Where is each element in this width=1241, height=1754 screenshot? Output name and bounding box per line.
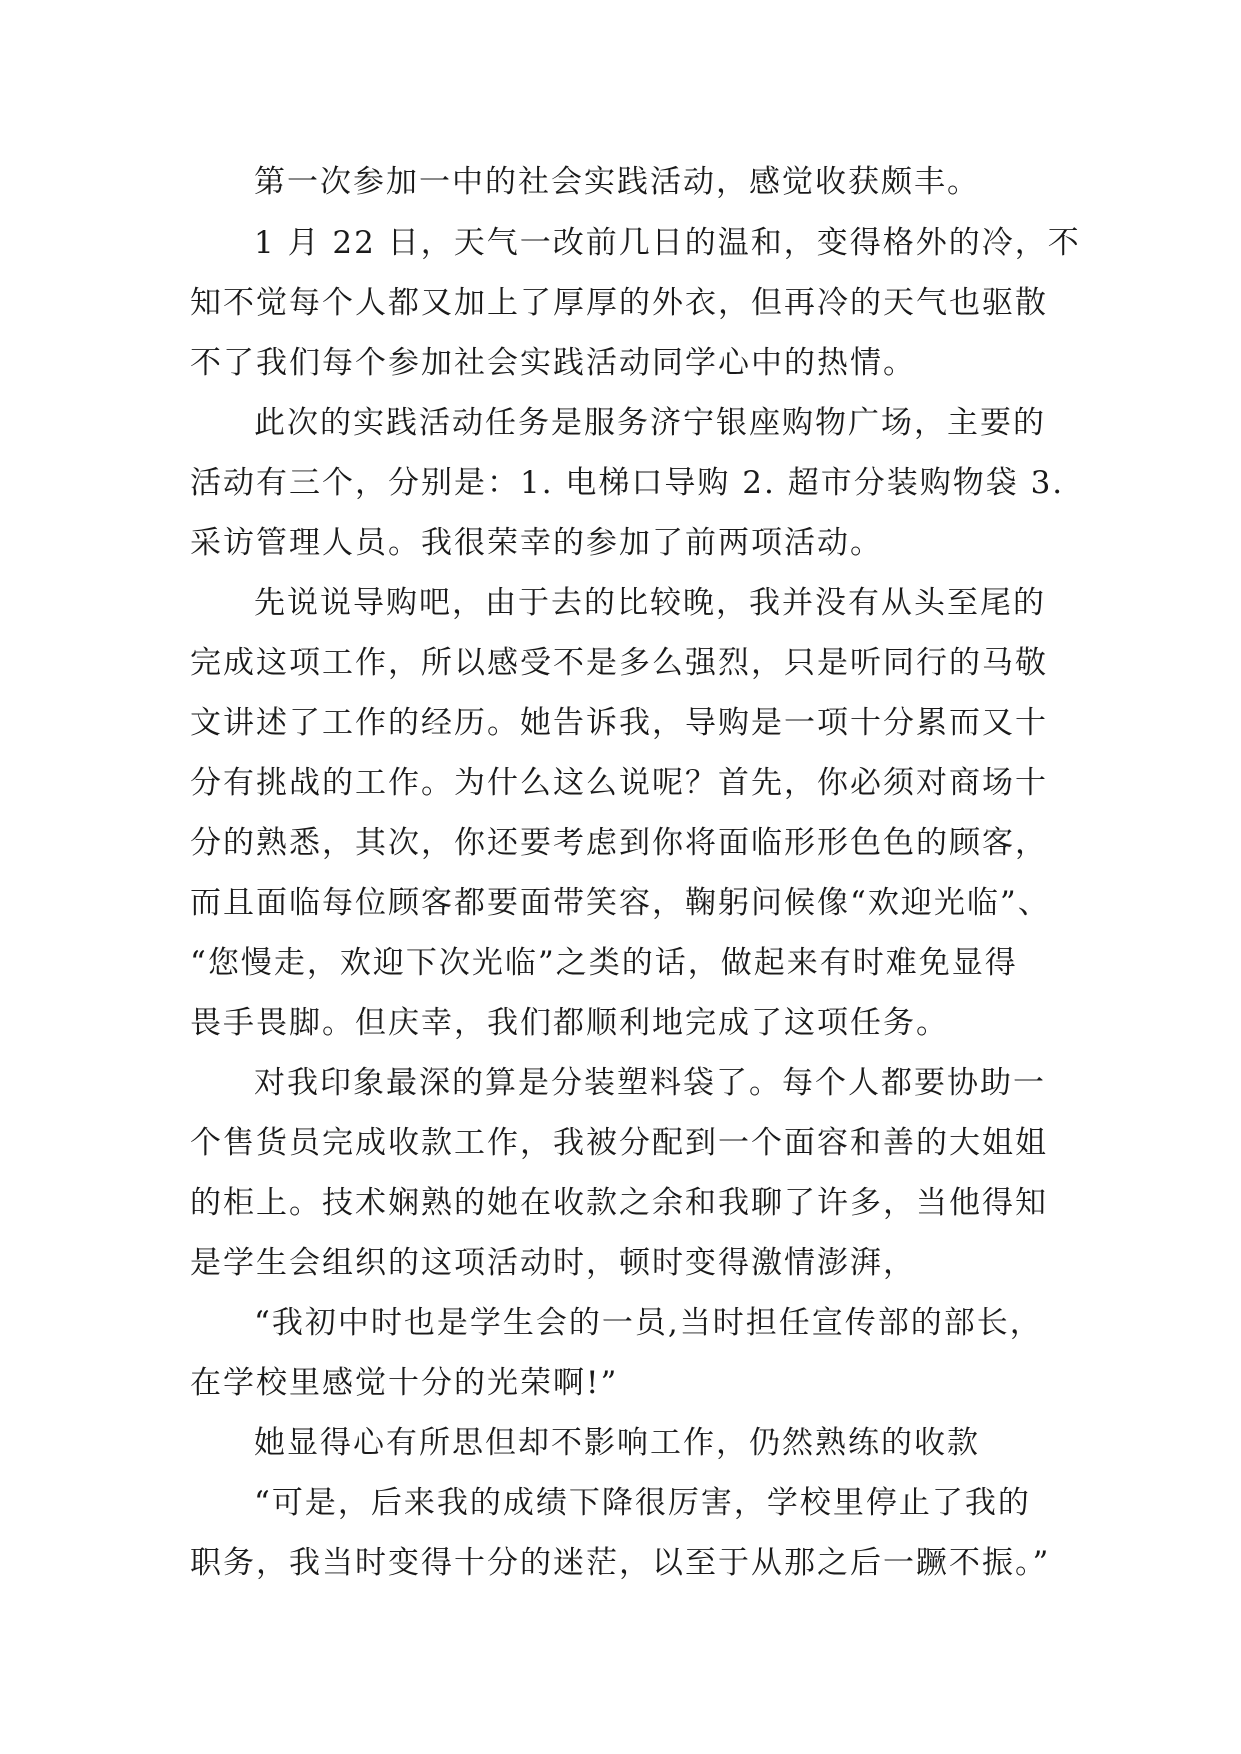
paragraph-line: 对我印象最深的算是分装塑料袋了。每个人都要协助一 <box>254 1065 1046 1101</box>
paragraph-line: “可是，后来我的成绩下降很厉害，学校里停止了我的 <box>254 1485 1031 1521</box>
paragraph-line: 不了我们每个参加社会实践活动同学心中的热情。 <box>190 345 916 381</box>
paragraph-line: 分的熟悉，其次，你还要考虑到你将面临形形色色的顾客， <box>190 825 1048 861</box>
paragraph-line: 的柜上。技术娴熟的她在收款之余和我聊了许多，当他得知 <box>190 1185 1048 1221</box>
paragraph-line: 文讲述了工作的经历。她告诉我，导购是一项十分累而又十 <box>190 705 1048 741</box>
paragraph-line: 先说说导购吧，由于去的比较晚，我并没有从头至尾的 <box>254 585 1046 621</box>
paragraph-line: 职务，我当时变得十分的迷茫，以至于从那之后一蹶不振。” <box>190 1545 1051 1581</box>
paragraph-line: 是学生会组织的这项活动时，顿时变得激情澎湃， <box>190 1245 916 1281</box>
paragraph-line: “我初中时也是学生会的一员,当时担任宣传部的部长， <box>254 1305 1043 1341</box>
paragraph-line: “您慢走，欢迎下次光临”之类的话，做起来有时难免显得 <box>190 945 1018 981</box>
paragraph-line: 知不觉每个人都又加上了厚厚的外衣，但再冷的天气也驱散 <box>190 285 1048 321</box>
paragraph-line: 她显得心有所思但却不影响工作，仍然熟练的收款 <box>254 1425 980 1461</box>
paragraph-line: 而且面临每位顾客都要面带笑容，鞠躬问候像“欢迎光临”、 <box>190 885 1051 921</box>
paragraph-line: 畏手畏脚。但庆幸，我们都顺利地完成了这项任务。 <box>190 1005 949 1041</box>
paragraph-line: 个售货员完成收款工作，我被分配到一个面容和善的大姐姐 <box>190 1125 1048 1161</box>
paragraph-line: 1 月 22 日，天气一改前几日的温和，变得格外的冷，不 <box>254 225 1081 261</box>
paragraph-line: 第一次参加一中的社会实践活动，感觉收获颇丰。 <box>254 164 980 200</box>
paragraph-line: 在学校里感觉十分的光荣啊!” <box>190 1365 619 1401</box>
paragraph-line: 采访管理人员。我很荣幸的参加了前两项活动。 <box>190 525 883 561</box>
paragraph-line: 此次的实践活动任务是服务济宁银座购物广场，主要的 <box>254 405 1046 441</box>
paragraph-line: 活动有三个，分别是：1. 电梯口导购 2. 超市分装购物袋 3. <box>190 465 1065 501</box>
paragraph-line: 完成这项工作，所以感受不是多么强烈，只是听同行的马敬 <box>190 645 1048 681</box>
paragraph-line: 分有挑战的工作。为什么这么说呢？首先，你必须对商场十 <box>190 765 1048 801</box>
